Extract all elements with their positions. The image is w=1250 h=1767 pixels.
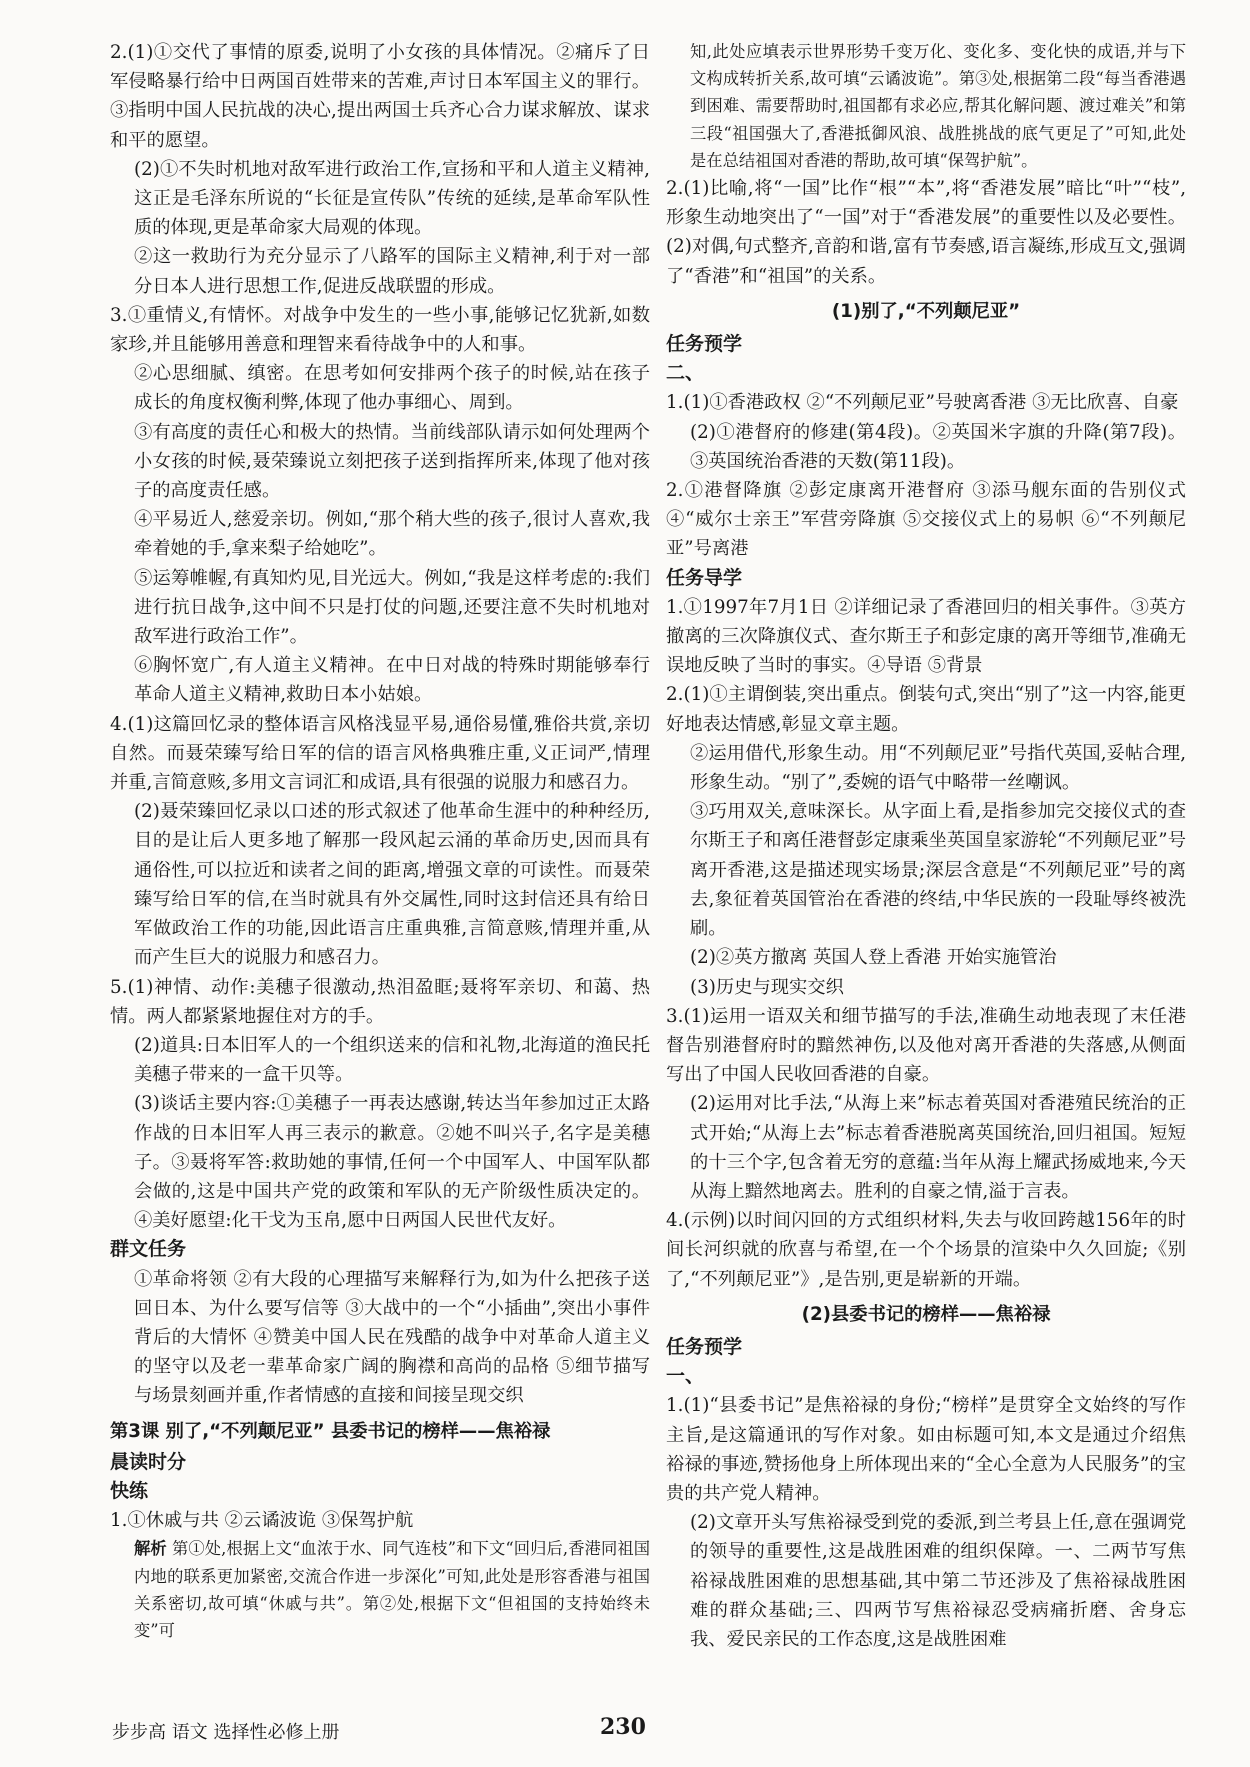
answer-r-9: ③巧用双关,意味深长。从字面上看,是指参加完交接仪式的查尔斯王子和离任港督彭定康乘坐英国皇家游轮“不列颠尼亚”号离开香港,这是描述现实场景;深层含意是“不列颠尼亚”号的离去,象征着英国管治在香港的终结,中华民族的一段耻辱终被洗刷。	[690, 801, 1186, 940]
answer-5-2: (2)道具:日本旧军人的一个组织送来的信和礼物,北海道的渔民托美穗子带来的一盒干贝等。	[134, 1034, 650, 1086]
answer-r-16: (2)文章开头写焦裕禄受到党的委派,到兰考县上任,意在强调党的领导的重要性,这是战胜困难的组织保障。一、二两节写焦裕禄战胜困难的思想基础,其中第二节还涉及了焦裕禄战胜困难的群众基础;三、四两节写焦裕禄忍受病痛折磨、舍身忘我、爱民亲民的工作态度,这是战胜困难	[690, 1512, 1186, 1650]
heading-yi: 一、	[666, 1365, 705, 1388]
kuailian-answer: 1.①休戚与共 ②云谲波诡 ③保驾护航	[110, 1510, 414, 1532]
jiexi-text: 第①处,根据上文“血浓于水、同气连枝”和下文“回归后,香港同祖国内地的联系更加紧密,交流合作进一步深化”可知,此处是形容香港与祖国关系密切,故可填“休戚与共”。第②处,根据下文“但祖国的支持始终未变”可	[134, 1539, 650, 1640]
answer-3-3: ③有高度的责任心和极大的热情。当前线部队请示如何处理两个小女孩的时候,聂荣臻说立刻把孩子送到指挥所来,体现了他对孩子的高度责任感。	[134, 421, 650, 502]
heading-kuailian: 快练	[110, 1479, 149, 1502]
heading-qunwen: 群文任务	[110, 1238, 187, 1261]
answer-r-6: 1.①1997年7月1日 ②详细记录了香港回归的相关事件。③英方撤离的三次降旗仪式、查尔斯王子和彭定康的离开等细节,准确无误地反映了当时的事实。④导语 ⑤背景	[666, 596, 1186, 677]
answer-4-2: (2)聂荣臻回忆录以口述的形式叙述了他革命生涯中的种种经历,目的是让后人更多地了解那一段风起云涌的革命历史,因而具有通俗性,可以拉近和读者之间的距离,增强文章的可读性。而聂荣臻写给日军的信,在当时就具有外交属性,同时这封信还具有给日军做政治工作的功能,因此语言庄重典雅,言简意赅,情理并重,从而产生巨大的说服力和感召力。	[134, 801, 650, 969]
left-column	[110, 38, 650, 1644]
footer-book-title: 步步高 语文 选择性必修上册	[112, 1722, 340, 1743]
section-title-2: (2)县委书记的榜样——焦裕禄	[801, 1303, 1051, 1325]
answer-3-4: ④平易近人,慈爱亲切。例如,“那个稍大些的孩子,很讨人喜欢,我牵着她的手,拿来梨子给她吃”。	[134, 509, 650, 560]
heading-yuxue: 任务预学	[666, 333, 743, 356]
heading-chendu: 晨读时分	[110, 1450, 187, 1473]
answer-3-5: ⑤运筹帷幄,有真知灼见,目光远大。例如,“我是这样考虑的:我们进行抗日战争,这中间不只是打仗的问题,还要注意不失时机地对敌军进行政治工作”。	[134, 567, 650, 648]
heading-er: 二、	[666, 362, 705, 385]
answer-2-2b: ②这一救助行为充分显示了八路军的国际主义精神,利于对一部分日本人进行思想工作,促进反战联盟的形成。	[134, 246, 650, 297]
answer-r-3: 1.(1)①香港政权 ②“不列颠尼亚”号驶离香港 ③无比欣喜、自豪	[666, 392, 1179, 414]
heading-yuxue-2: 任务预学	[666, 1335, 743, 1358]
page-number: 230	[600, 1714, 646, 1740]
answer-r-2: 2.(1)比喻,将“一国”比作“根”“本”,将“香港发展”暗比“叶”“枝”,形象生动地突出了“一国”对于“香港发展”的重要性以及必要性。(2)对偶,句式整齐,音韵和谐,富有节奏感,语言凝练,形成互文,强调了“香港”和“祖国”的关系。	[666, 178, 1186, 287]
qunwen-answer: ①革命将领 ②有大段的心理描写来解释行为,如为什么把孩子送回日本、为什么要写信等 ③大战中的一个“小插曲”,突出小事件背后的大情怀 ④赞美中国人民在残酷的战争中对革命人道主义的坚守以及老一辈革命家广阔的胸襟和高尚的品格 ⑤细节描写与场景刻画并重,作者情感的直接和间接呈现交织	[134, 1268, 650, 1407]
answer-3-1: 3.①重情义,有情怀。对战争中发生的一些小事,能够记忆犹新,如数家珍,并且能够用善意和理智来看待战争中的人和事。	[110, 304, 650, 356]
jiexi-label: 解析	[134, 1539, 167, 1559]
answer-r-4: (2)①港督府的修建(第4段)。②英国米字旗的升降(第7段)。③英国统治香港的天数(第11段)。	[690, 421, 1186, 472]
answer-5-1: 5.(1)神情、动作:美穗子很激动,热泪盈眶;聂将军亲切、和蔼、热情。两人都紧紧地握住对方的手。	[110, 976, 650, 1027]
answer-r-7: 2.(1)①主谓倒装,突出重点。倒装句式,突出“别了”这一内容,能更好地表达情感,彰显文章主题。	[666, 684, 1186, 735]
answer-r-5: 2.①港督降旗 ②彭定康离开港督府 ③添马舰东面的告别仪式 ④“威尔士亲王”军营旁降旗 ⑤交接仪式上的易帜 ⑥“不列颠尼亚”号离港	[666, 480, 1186, 560]
answer-4-1: 4.(1)这篇回忆录的整体语言风格浅显平易,通俗易懂,雅俗共赏,亲切自然。而聂荣臻写给日军的信的语言风格典雅庄重,义正词严,情理并重,言简意赅,多用文言词汇和成语,具有很强的说服力和感召力。	[110, 713, 650, 794]
answer-r-10: (2)②英方撤离 英国人登上香港 开始实施管治	[690, 947, 1057, 969]
answer-r-15: 1.(1)“县委书记”是焦裕禄的身份;“榜样”是贯穿全文始终的写作主旨,是这篇通讯的写作对象。如由标题可知,本文是通过介绍焦裕禄的事迹,赞扬他身上所体现出来的“全心全意为人民服务”的宝贵的共产党人精神。	[666, 1395, 1186, 1504]
section-title-1: (1)别了,“不列颠尼亚”	[831, 300, 1021, 322]
answer-5-3: (3)谈话主要内容:①美穗子一再表达感谢,转达当年参加过正太路作战的日本旧军人再三表示的歉意。②她不叫兴子,名字是美穗子。③聂将军答:救助她的事情,任何一个中国军人、中国军队都会做的,这是中国共产党的政策和军队的无产阶级性质决定的。④美好愿望:化干戈为玉帛,愿中日两国人民世代友好。	[134, 1093, 650, 1232]
answer-2-2: (2)①不失时机地对敌军进行政治工作,宣扬和平和人道主义精神,这正是毛泽东所说的“长征是宣传队”传统的延续,是革命军队性质的体现,更是革命家大局观的体现。	[134, 158, 650, 239]
heading-daoxue: 任务导学	[666, 566, 743, 589]
answer-r-11: (3)历史与现实交织	[690, 976, 844, 998]
answer-3-2: ②心思细腻、缜密。在思考如何安排两个孩子的时候,站在孩子成长的角度权衡利弊,体现了他办事细心、周到。	[134, 363, 650, 414]
answer-r-13: (2)运用对比手法,“从海上来”标志着英国对香港殖民统治的正式开始;“从海上去”标志着香港脱离英国统治,回归祖国。短短的十三个字,包含着无穷的意蕴:当年从海上耀武扬威地来,今天从海上黯然地离去。胜利的自豪之情,溢于言表。	[690, 1093, 1186, 1202]
jiexi-paragraph	[110, 1535, 650, 1644]
answer-r-8: ②运用借代,形象生动。用“不列颠尼亚”号指代英国,妥帖合理,形象生动。“别了”,委婉的语气中略带一丝嘲讽。	[690, 742, 1186, 794]
answer-2-1: 2.(1)①交代了事情的原委,说明了小女孩的具体情况。②痛斥了日军侵略暴行给中日两国百姓带来的苦难,声讨日本军国主义的罪行。③指明中国人民抗战的决心,提出两国士兵齐心合力谋求解放、谋求和平的愿望。	[110, 42, 650, 151]
jiexi-continued: 知,此处应填表示世界形势千变万化、变化多、变化快的成语,并与下文构成转折关系,故可填“云谲波诡”。第③处,根据第二段“每当香港遇到困难、需要帮助时,祖国都有求必应,帮其化解问题、渡过难关”和第三段“祖国强大了,香港抵御风浪、战胜挑战的底气更足了”可知,此处是在总结祖国对香港的帮助,故可填“保驾护航”。	[690, 42, 1186, 170]
right-column	[666, 38, 1186, 1654]
answer-3-6: ⑥胸怀宽广,有人道主义精神。在中日对战的特殊时期能够奉行革命人道主义精神,救助日本小姑娘。	[134, 655, 650, 706]
answer-r-14: 4.(示例)以时间闪回的方式组织材料,失去与收回跨越156年的时间长河织就的欣喜与希望,在一个个场景的渲染中久久回旋;《别了,“不列颠尼亚”》,是告别,更是崭新的开端。	[666, 1210, 1186, 1290]
lesson-title: 第3课 别了,“不列颠尼亚” 县委书记的榜样——焦裕禄	[110, 1420, 551, 1442]
answer-r-12: 3.(1)运用一语双关和细节描写的手法,准确生动地表现了末任港督告别港督府时的黯然神伤,以及他对离开香港的失落感,从侧面写出了中国人民收回香港的自豪。	[666, 1005, 1186, 1086]
